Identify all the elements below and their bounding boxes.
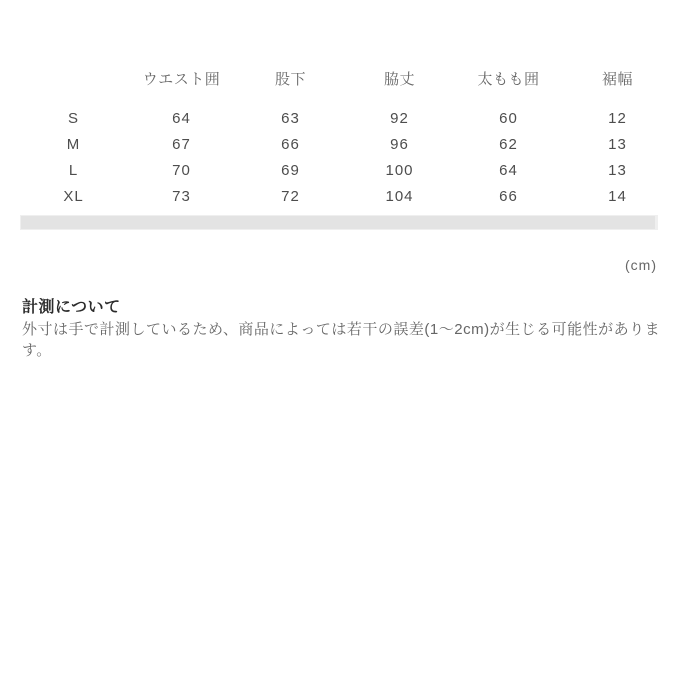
measurement-note-body: 外寸は手で計測しているため、商品によっては若干の誤差(1〜2cm)が生じる可能性があります。 (22, 321, 661, 359)
measurement-value: 104 (385, 187, 414, 205)
measurement-note-heading: 計測について (22, 299, 121, 316)
measurement-value: 72 (281, 187, 300, 205)
size-label: M (66, 135, 81, 153)
column-header-thigh: 太もも囲 (477, 70, 540, 88)
measurement-value: 13 (608, 135, 627, 153)
measurement-value: 96 (390, 135, 409, 153)
column-header-inseam: 股下 (274, 70, 306, 88)
measurement-value: 14 (608, 187, 627, 205)
horizontal-scrollbar[interactable] (20, 215, 658, 230)
header-row (20, 64, 658, 105)
measurement-value: 66 (499, 187, 518, 205)
measurement-value: 67 (172, 135, 191, 153)
measurement-value: 100 (385, 161, 414, 179)
measurement-value: 12 (608, 109, 627, 127)
size-label: S (67, 109, 79, 127)
measurement-value: 13 (608, 161, 627, 179)
measurement-value: 70 (172, 161, 191, 179)
measurement-value: 69 (281, 161, 300, 179)
measurement-value: 63 (281, 109, 300, 127)
measurement-value: 92 (390, 109, 409, 127)
column-header-side-length: 脇丈 (383, 70, 415, 88)
measurement-value: 62 (499, 135, 518, 153)
column-header-hem-width: 裾幅 (601, 70, 633, 88)
column-header-waist: ウエスト囲 (142, 70, 221, 88)
size-table-scroll-area[interactable] (20, 64, 658, 209)
table-row (20, 157, 658, 183)
table-row (20, 131, 658, 157)
measurement-value: 60 (499, 109, 518, 127)
size-label: XL (63, 187, 84, 205)
measurement-value: 64 (499, 161, 518, 179)
measurement-value: 64 (172, 109, 191, 127)
corner-header (20, 64, 127, 105)
size-label: L (68, 161, 79, 179)
horizontal-scrollbar-thumb[interactable] (21, 216, 655, 229)
unit-label: (cm) (625, 257, 657, 273)
measurement-value: 73 (172, 187, 191, 205)
measurement-value: 66 (281, 135, 300, 153)
table-row (20, 183, 658, 209)
table-row (20, 105, 658, 131)
size-table (20, 64, 658, 209)
